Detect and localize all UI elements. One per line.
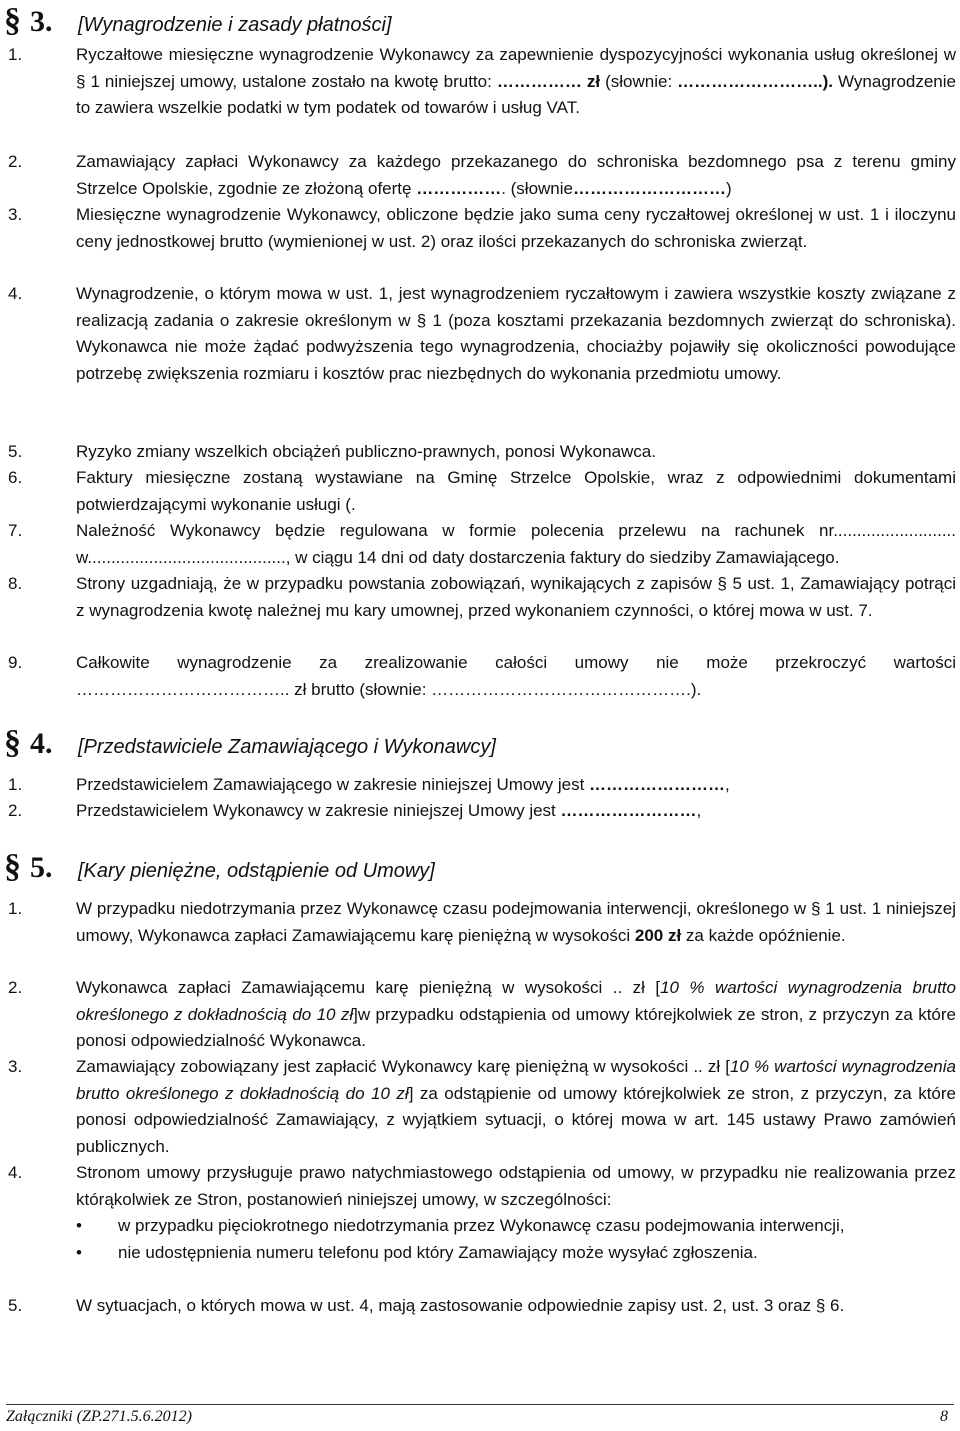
item-text: Strony uzgadniają, że w przypadku powstania zobowiązań, wynikających z zapisów § 5 ust. 1, Zamawiający potrąci z wynagrodzenia kwotę należnej mu kary umownej, przed wykonaniem czynności, o której mowa w ust. 7. bbox=[76, 574, 956, 620]
s4-item-2 bbox=[8, 798, 956, 825]
s3-item-2 bbox=[8, 149, 956, 202]
item-number: 4. bbox=[8, 1163, 23, 1182]
section-sign: § bbox=[4, 848, 21, 885]
item-number: 2. bbox=[8, 978, 23, 997]
footer-reference: Załączniki (ZP.271.5.6.2012) bbox=[6, 1408, 192, 1425]
section-sign: § bbox=[4, 2, 21, 39]
item-text: Całkowite wynagrodzenie za zrealizowanie całości umowy nie może przekroczyć wartości ……………………………….. zł brutto (słownie: ……………………………………….). bbox=[76, 653, 956, 699]
section-4-heading bbox=[4, 724, 496, 762]
item-number: 7. bbox=[8, 521, 23, 540]
item-text: Faktury miesięczne zostaną wystawiane na Gminę Strzelce Opolskie, wraz z odpowiednimi dokumentami potwierdzającymi wykonanie usługi (. bbox=[76, 468, 956, 514]
s4-item-1 bbox=[8, 772, 956, 799]
item-number: 2. bbox=[8, 801, 23, 820]
item-number: 3. bbox=[8, 205, 23, 224]
item-lead-text: Stronom umowy przysługuje prawo natychmiastowego odstąpienia od umowy, w przypadku nie realizowania przez którąkolwiek ze Stron, postanowień niniejszej umowy, w szczególności: bbox=[76, 1163, 956, 1209]
item-text: Wykonawca zapłaci Zamawiającemu karę pieniężną w wysokości .. zł [10 % wartości wynagrodzenia brutto określonego z dokładnością do 10 zł]w przypadku odstąpienia od umowy którejkolwiek ze stron, z przyczyn za które ponosi odpowiedzialność Wykonawca. bbox=[76, 978, 956, 1050]
item-number: 5. bbox=[8, 1296, 23, 1315]
s5-item-5 bbox=[8, 1293, 956, 1320]
s3-item-1 bbox=[8, 42, 956, 122]
s3-item-7 bbox=[8, 518, 956, 571]
item-text: W przypadku niedotrzymania przez Wykonawcę czasu podejmowania interwencji, określonego w § 1 ust. 1 niniejszej umowy, Wykonawca zapłaci Zamawiającemu karę pieniężną w wysokości 200 zł za każde opóźnienie. bbox=[76, 899, 956, 945]
item-text bbox=[76, 1160, 956, 1266]
bullet-item: • w przypadku pięciokrotnego niedotrzymania przez Wykonawcę czasu podejmowania interwencji, bbox=[76, 1213, 956, 1240]
item-text: Przedstawicielem Zamawiającego w zakresie niniejszej Umowy jest ……………………, bbox=[76, 775, 730, 794]
s5-item-1 bbox=[8, 896, 956, 949]
item-number: 1. bbox=[8, 775, 23, 794]
item-number: 4. bbox=[8, 284, 23, 303]
s5-item-4 bbox=[8, 1160, 956, 1266]
item-number: 3. bbox=[8, 1057, 23, 1076]
section-number: 4. bbox=[30, 727, 53, 760]
section-5-heading bbox=[4, 848, 435, 886]
footer-rule bbox=[6, 1404, 954, 1405]
bullet-item: • nie udostępnienia numeru telefonu pod który Zamawiający może wysyłać zgłoszenia. bbox=[76, 1240, 956, 1267]
bullet-list bbox=[76, 1213, 956, 1266]
s5-item-3 bbox=[8, 1054, 956, 1160]
item-number: 6. bbox=[8, 468, 23, 487]
s3-item-9 bbox=[8, 650, 956, 703]
item-text: Miesięczne wynagrodzenie Wykonawcy, obliczone będzie jako suma ceny ryczałtowej określonej w ust. 1 i iloczynu ceny jednostkowej brutto (wymienionej w ust. 2) oraz ilości przekazanych do schroniska zwierząt. bbox=[76, 205, 956, 251]
item-text: Zamawiający zobowiązany jest zapłacić Wykonawcy karę pieniężną w wysokości .. zł [10 % wartości wynagrodzenia brutto określonego z dokładnością do 10 zł] za odstąpienie od umowy którejkolwiek ze stron, z przyczyn, za które ponosi odpowiedzialność Zamawiający, z wyjątkiem sytuacji, o której mowa w art. 145 ustawy Prawo zamówień publicznych. bbox=[76, 1057, 957, 1156]
bullet-icon: • bbox=[76, 1216, 82, 1235]
section-sign: § bbox=[4, 724, 21, 761]
s3-item-4 bbox=[8, 281, 956, 387]
section-title: [Wynagrodzenie i zasady płatności] bbox=[78, 14, 392, 36]
section-title: [Przedstawiciele Zamawiającego i Wykonawcy] bbox=[78, 736, 496, 758]
s3-item-3 bbox=[8, 202, 956, 255]
bullet-icon: • bbox=[76, 1242, 82, 1262]
item-text: Zamawiający zapłaci Wykonawcy za każdego przekazanego do schroniska bezdomnego psa z terenu gminy Strzelce Opolskie, zgodnie ze złożoną ofertę ……………. (słownie………………………) bbox=[76, 152, 956, 198]
item-number: 2. bbox=[8, 152, 23, 171]
s3-item-6 bbox=[8, 465, 956, 518]
item-text: Ryczałtowe miesięczne wynagrodzenie Wykonawcy za zapewnienie dyspozycyjności wykonania usług określonej w § 1 niniejszej umowy, ustalone zostało na kwotę brutto: …………… zł (słownie: ……………………..). Wynagrodzenie to zawiera wszelkie podatki w tym podatek od towarów i usług VAT. bbox=[76, 45, 956, 117]
item-text: Wynagrodzenie, o którym mowa w ust. 1, jest wynagrodzeniem ryczałtowym i zawiera wszystkie koszty związane z realizacją zadania o zakresie określonym w § 1 (poza kosztami przekazania bezdomnych zwierząt do schroniska). Wykonawca nie może żądać podwyższenia tego wynagrodzenia, chociażby pojawiły się okoliczności powodujące potrzebę zwiększenia rozmiaru i kosztów prac niezbędnych do wykonania przedmiotu umowy. bbox=[76, 284, 956, 383]
item-number: 1. bbox=[8, 899, 23, 918]
s5-item-2 bbox=[8, 975, 956, 1055]
item-text: W sytuacjach, o których mowa w ust. 4, mają zastosowanie odpowiednie zapisy ust. 2, ust. 3 oraz § 6. bbox=[76, 1296, 845, 1315]
item-number: 8. bbox=[8, 574, 23, 593]
section-number: 5. bbox=[30, 851, 53, 884]
section-title: [Kary pieniężne, odstąpienie od Umowy] bbox=[78, 860, 435, 882]
item-number: 1. bbox=[8, 45, 23, 64]
s3-item-5 bbox=[8, 439, 956, 466]
item-text: Ryzyko zmiany wszelkich obciążeń publiczno-prawnych, ponosi Wykonawca. bbox=[76, 442, 656, 461]
item-number: 5. bbox=[8, 442, 23, 461]
page-number: 8 bbox=[940, 1408, 948, 1425]
item-text: Przedstawicielem Wykonawcy w zakresie niniejszej Umowy jest ……………………, bbox=[76, 801, 702, 820]
item-number: 9. bbox=[8, 653, 23, 672]
section-3-heading bbox=[4, 2, 392, 40]
item-text: Należność Wykonawcy będzie regulowana w formie polecenia przelewu na rachunek nr.......................... w.........................................., w ciągu 14 dni od daty dostarczenia faktury do siedziby Zamawiającego. bbox=[76, 521, 956, 567]
section-number: 3. bbox=[30, 5, 53, 38]
s3-item-8 bbox=[8, 571, 956, 624]
